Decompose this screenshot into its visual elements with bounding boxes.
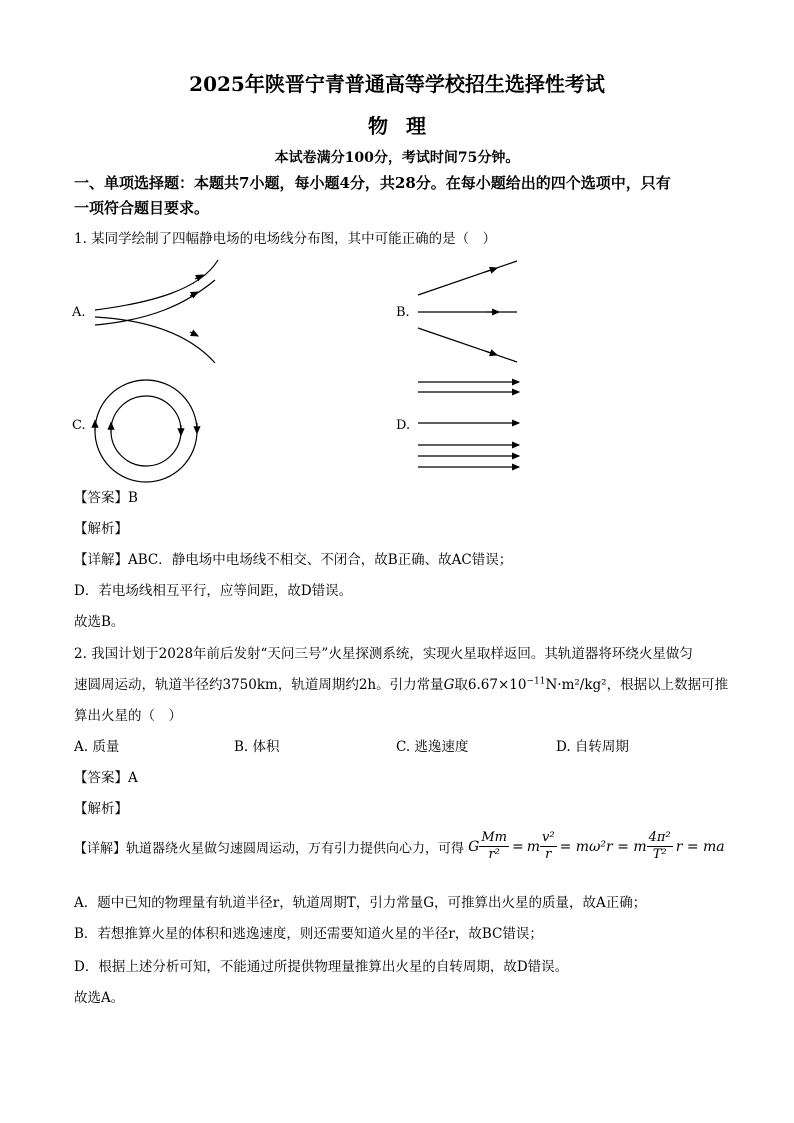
formula-fraction (647, 830, 673, 863)
formula-numerator: Mm (481, 830, 507, 845)
q1-label-d: D. (396, 418, 411, 433)
q2-option-b: B. 体积 (234, 739, 280, 755)
formula-numerator: v² (542, 830, 555, 845)
q1-label-a: A. (72, 305, 86, 320)
q2-answer: 【答案】A (74, 770, 138, 786)
q2-option-d: D. 自转周期 (556, 739, 629, 755)
formula-fraction (540, 830, 557, 863)
arrow-icon (485, 268, 497, 272)
field-diagram-d (415, 372, 527, 474)
section-heading-line2: 一项符合题目要求。 (74, 199, 210, 217)
q2-option-c: C. 逃逸速度 (396, 739, 469, 755)
formula-symbol: G (468, 838, 480, 855)
formula-denominator: r (545, 847, 552, 862)
q2-detail-b: B．若想推算火星的体积和逃逸速度，则还需要知道火星的半径r，故BC错误； (74, 926, 543, 942)
q2-detail-a: A．题中已知的物理量有轨道半径r，轨道周期T，引力常量G，可推算出火星的质量，故A正确； (74, 895, 647, 911)
q1-conclusion: 故选B。 (74, 614, 125, 630)
q2-stem-line1: 2. 我国计划于2028年前后发射“天问三号”火星探测系统，实现火星取样返回。其轨道器将环绕火星做匀 (74, 646, 693, 662)
q2-analysis: 【解析】 (74, 801, 128, 817)
formula-denominator: T² (652, 847, 667, 862)
q2-stem-line2 (74, 673, 728, 693)
q2-stem-part: N·m²/kg²，根据以上数据可推 (545, 677, 729, 693)
field-line (111, 396, 181, 466)
formula-fraction (479, 830, 509, 863)
formula-symbol: = mω²r = m (559, 838, 647, 855)
q2-conclusion: 故选A。 (74, 990, 125, 1006)
q1-analysis: 【解析】 (74, 521, 128, 537)
field-line (418, 261, 517, 295)
field-line (95, 260, 218, 310)
arrow-icon (485, 351, 497, 355)
q2-detail-d: D．根据上述分析可知，不能通过所提供物理量推算出火星的自转周期，故D错误。 (74, 959, 569, 975)
exam-note: 本试卷满分100分，考试时间75分钟。 (274, 150, 520, 166)
field-line (95, 317, 215, 363)
q1-label-b: B. (396, 305, 410, 320)
q2-stem-line3: 算出火星的（ ） (74, 708, 182, 724)
field-diagram-a (90, 255, 230, 370)
gravity-formula (468, 830, 725, 862)
arrow-icon (190, 332, 198, 336)
q1-stem: 1. 某同学绘制了四幅静电场的电场线分布图，其中可能正确的是（ ） (74, 231, 497, 247)
section-heading-line1: 一、单项选择题：本题共7小题，每小题4分，共28分。在每小题给出的四个选项中，只有 (74, 174, 671, 192)
formula-symbol: r = ma (675, 838, 725, 855)
field-line (95, 380, 197, 482)
formula-denominator: r² (488, 847, 500, 862)
formula-symbol: = (511, 838, 524, 855)
q2-stem-exponent: −11 (526, 676, 546, 687)
q2-stem-part: 取6.67×10 (454, 677, 527, 693)
formula-numerator: 4π² (648, 830, 671, 845)
field-diagram-b (415, 255, 525, 370)
q1-label-c: C. (72, 418, 86, 433)
q1-answer: 【答案】B (74, 490, 138, 506)
q1-detail-2: D．若电场线相互平行，应等间距，故D错误。 (74, 583, 353, 599)
q2-stem-part: 速圆周运动，轨道半径约3750km，轨道周期约2h。引力常量 (74, 677, 444, 693)
q2-detail-formula-line (74, 830, 725, 863)
q2-option-a: A. 质量 (74, 739, 120, 755)
subject-title: 物理 (368, 114, 444, 138)
q2-stem-symbol: G (443, 677, 455, 693)
field-diagram-c (90, 375, 202, 487)
field-line (418, 328, 517, 362)
formula-symbol: m (526, 838, 540, 855)
q1-detail-1: 【详解】ABC．静电场中电场线不相交、不闭合，故B正确、故AC错误； (74, 552, 513, 568)
q2-detail-intro: 【详解】轨道器绕火星做匀速圆周运动，万有引力提供向心力，可得 (74, 841, 465, 857)
exam-title: 2025年陕晋宁青普通高等学校招生选择性考试 (189, 72, 605, 96)
